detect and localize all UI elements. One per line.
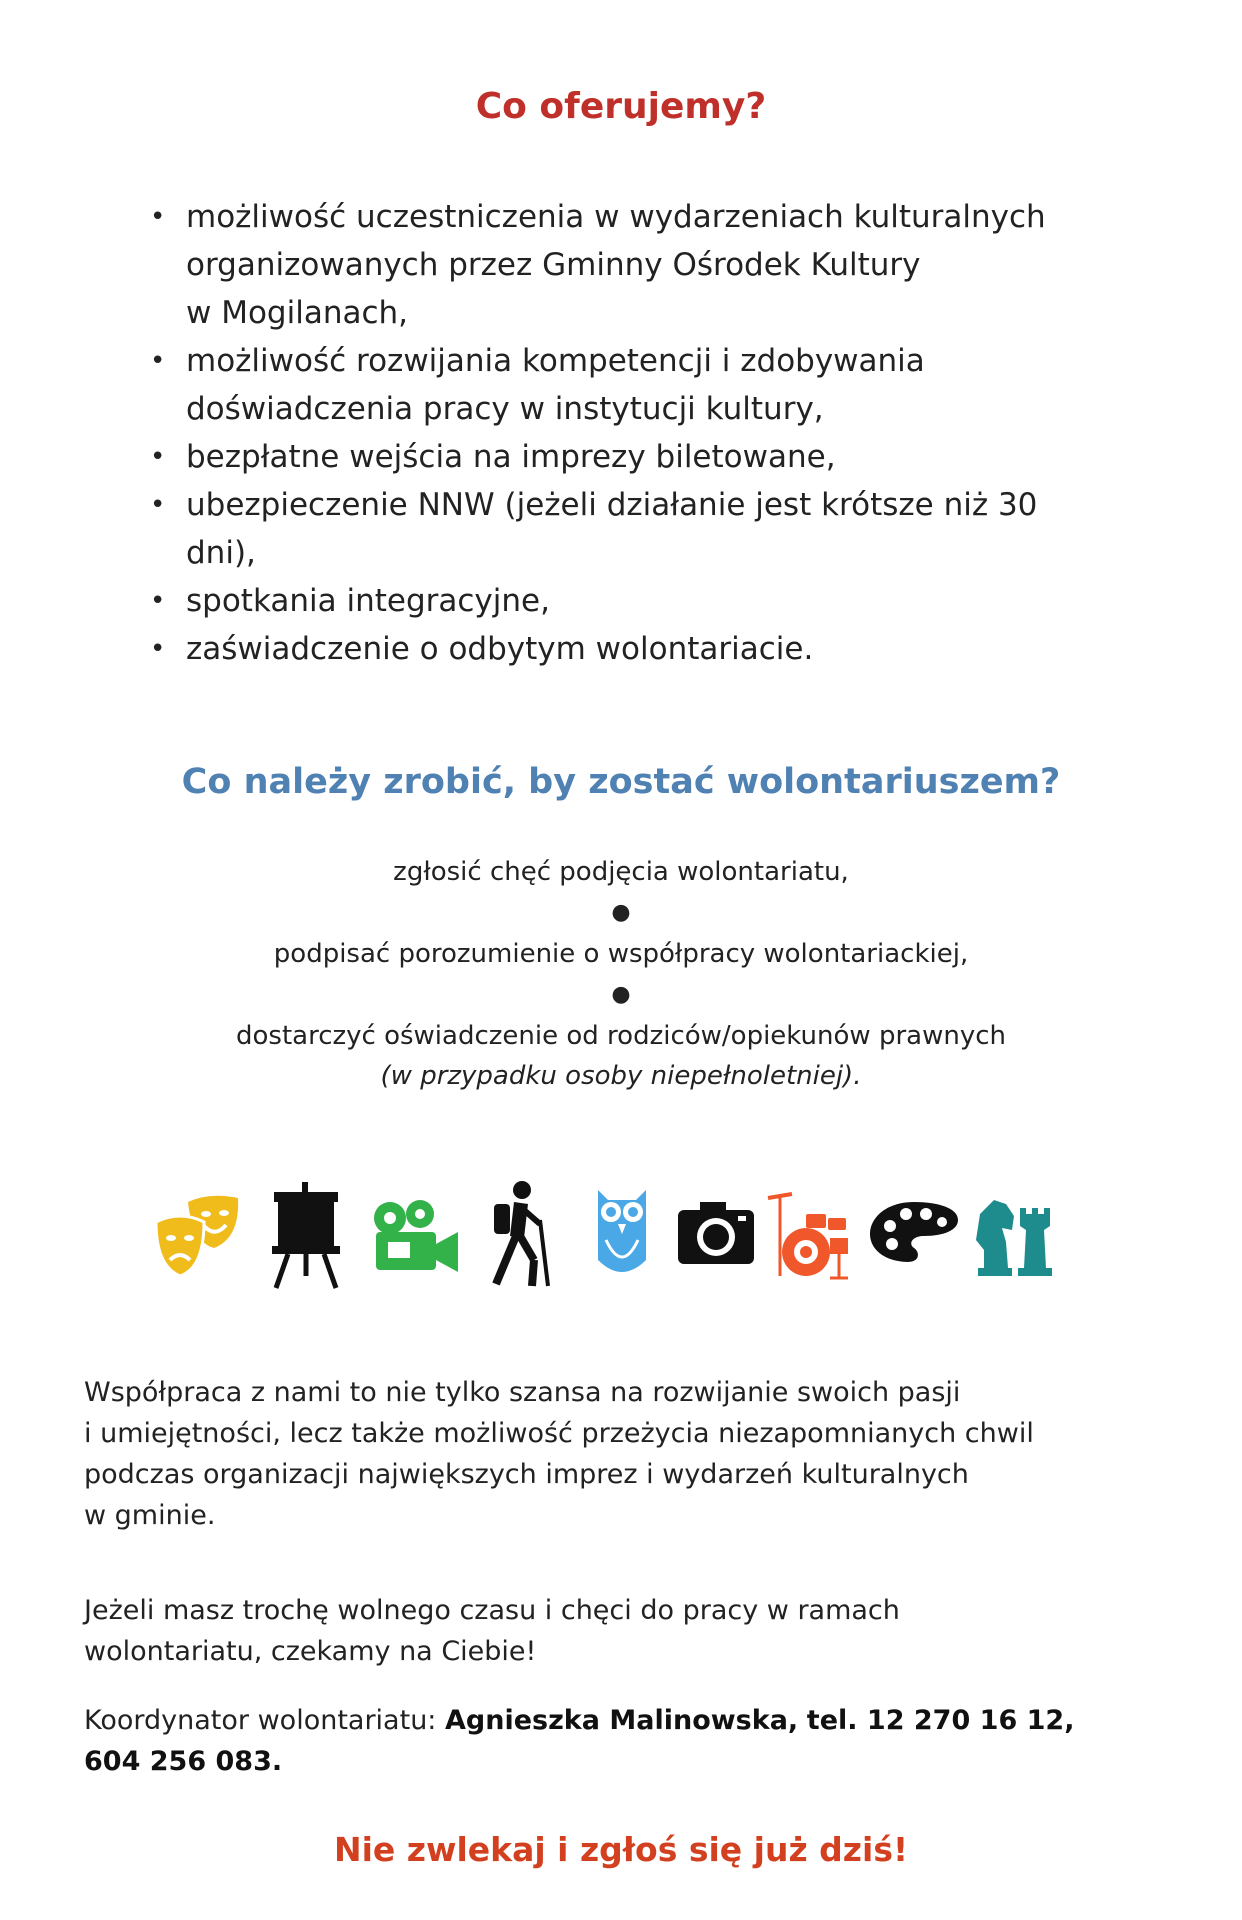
howto-heading: Co należy zrobić, by zostać wolontariuszem?	[181, 762, 1061, 802]
owl-icon	[592, 1180, 652, 1290]
offer-list	[186, 193, 1106, 673]
offer-item	[186, 193, 1106, 337]
step-text: podpisać porozumienie o współpracy wolontariackiej,	[273, 939, 969, 969]
paragraph-line: Jeżeli masz trochę wolnego czasu i chęci do pracy w ramach	[84, 1595, 900, 1626]
movie-camera-icon	[368, 1180, 462, 1290]
icon-row	[150, 1180, 1070, 1290]
offer-item-line: doświadczenia pracy w instytucji kultury,	[186, 391, 824, 427]
chess-pieces-icon	[972, 1180, 1058, 1290]
closing-heading: Nie zwlekaj i zgłoś się już dziś!	[333, 1830, 909, 1869]
offer-item-line: w Mogilanach,	[186, 295, 409, 331]
step-note: (w przypadku osoby niepełnoletniej).	[380, 1061, 862, 1091]
step-text: dostarczyć oświadczenie od rodziców/opiekunów prawnych	[236, 1021, 1006, 1051]
offer-item-line: możliwość uczestniczenia w wydarzeniach kulturalnych	[186, 199, 1046, 235]
paragraph-line: i umiejętności, lecz także możliwość przeżycia niezapomnianych chwil	[84, 1418, 1034, 1449]
offer-item-line: możliwość rozwijania kompetencji i zdobywania	[186, 343, 925, 379]
coordinator-paragraph	[84, 1700, 1138, 1782]
bullet-dot: ●	[611, 900, 631, 925]
offer-item	[186, 481, 1106, 577]
paragraph-line: Współpraca z nami to nie tylko szansa na rozwijanie swoich pasji	[84, 1377, 961, 1408]
coordinator-phone: tel. 12 270 16 12,	[806, 1705, 1075, 1736]
howto-steps	[0, 852, 1242, 1096]
photo-camera-icon	[676, 1180, 756, 1290]
coordinator-name: Agnieszka Malinowska,	[445, 1705, 799, 1736]
hiker-icon	[480, 1180, 556, 1290]
offer-item	[186, 625, 1106, 673]
offer-item	[186, 337, 1106, 433]
offer-item-line: ubezpieczenie NNW (jeżeli działanie jest krótsze niż 30	[186, 487, 1038, 523]
offer-item-line: spotkania integracyjne,	[186, 583, 550, 619]
offer-item-line: dni),	[186, 535, 256, 571]
bullet-dot: ●	[611, 982, 631, 1007]
offer-item-line: organizowanych przez Gminny Ośrodek Kultury	[186, 247, 921, 283]
theater-masks-icon	[152, 1180, 242, 1290]
paint-palette-icon	[868, 1180, 960, 1290]
cooperation-paragraph	[84, 1372, 1138, 1536]
offer-item	[186, 433, 1106, 481]
drum-kit-icon	[766, 1180, 852, 1290]
easel-icon	[268, 1180, 344, 1290]
coordinator-label: Koordynator wolontariatu:	[84, 1705, 437, 1736]
step-text: zgłosić chęć podjęcia wolontariatu,	[393, 857, 849, 887]
offer-item-line: zaświadczenie o odbytym wolontariacie.	[186, 631, 814, 667]
offer-heading: Co oferujemy?	[475, 86, 767, 127]
paragraph-line: wolontariatu, czekamy na Ciebie!	[84, 1636, 537, 1667]
offer-item	[186, 577, 1106, 625]
invitation-paragraph	[84, 1590, 1138, 1672]
coordinator-mobile: 604 256 083.	[84, 1746, 283, 1777]
paragraph-line: w gminie.	[84, 1500, 216, 1531]
paragraph-line: podczas organizacji największych imprez i wydarzeń kulturalnych	[84, 1459, 969, 1490]
offer-item-line: bezpłatne wejścia na imprezy biletowane,	[186, 439, 836, 475]
